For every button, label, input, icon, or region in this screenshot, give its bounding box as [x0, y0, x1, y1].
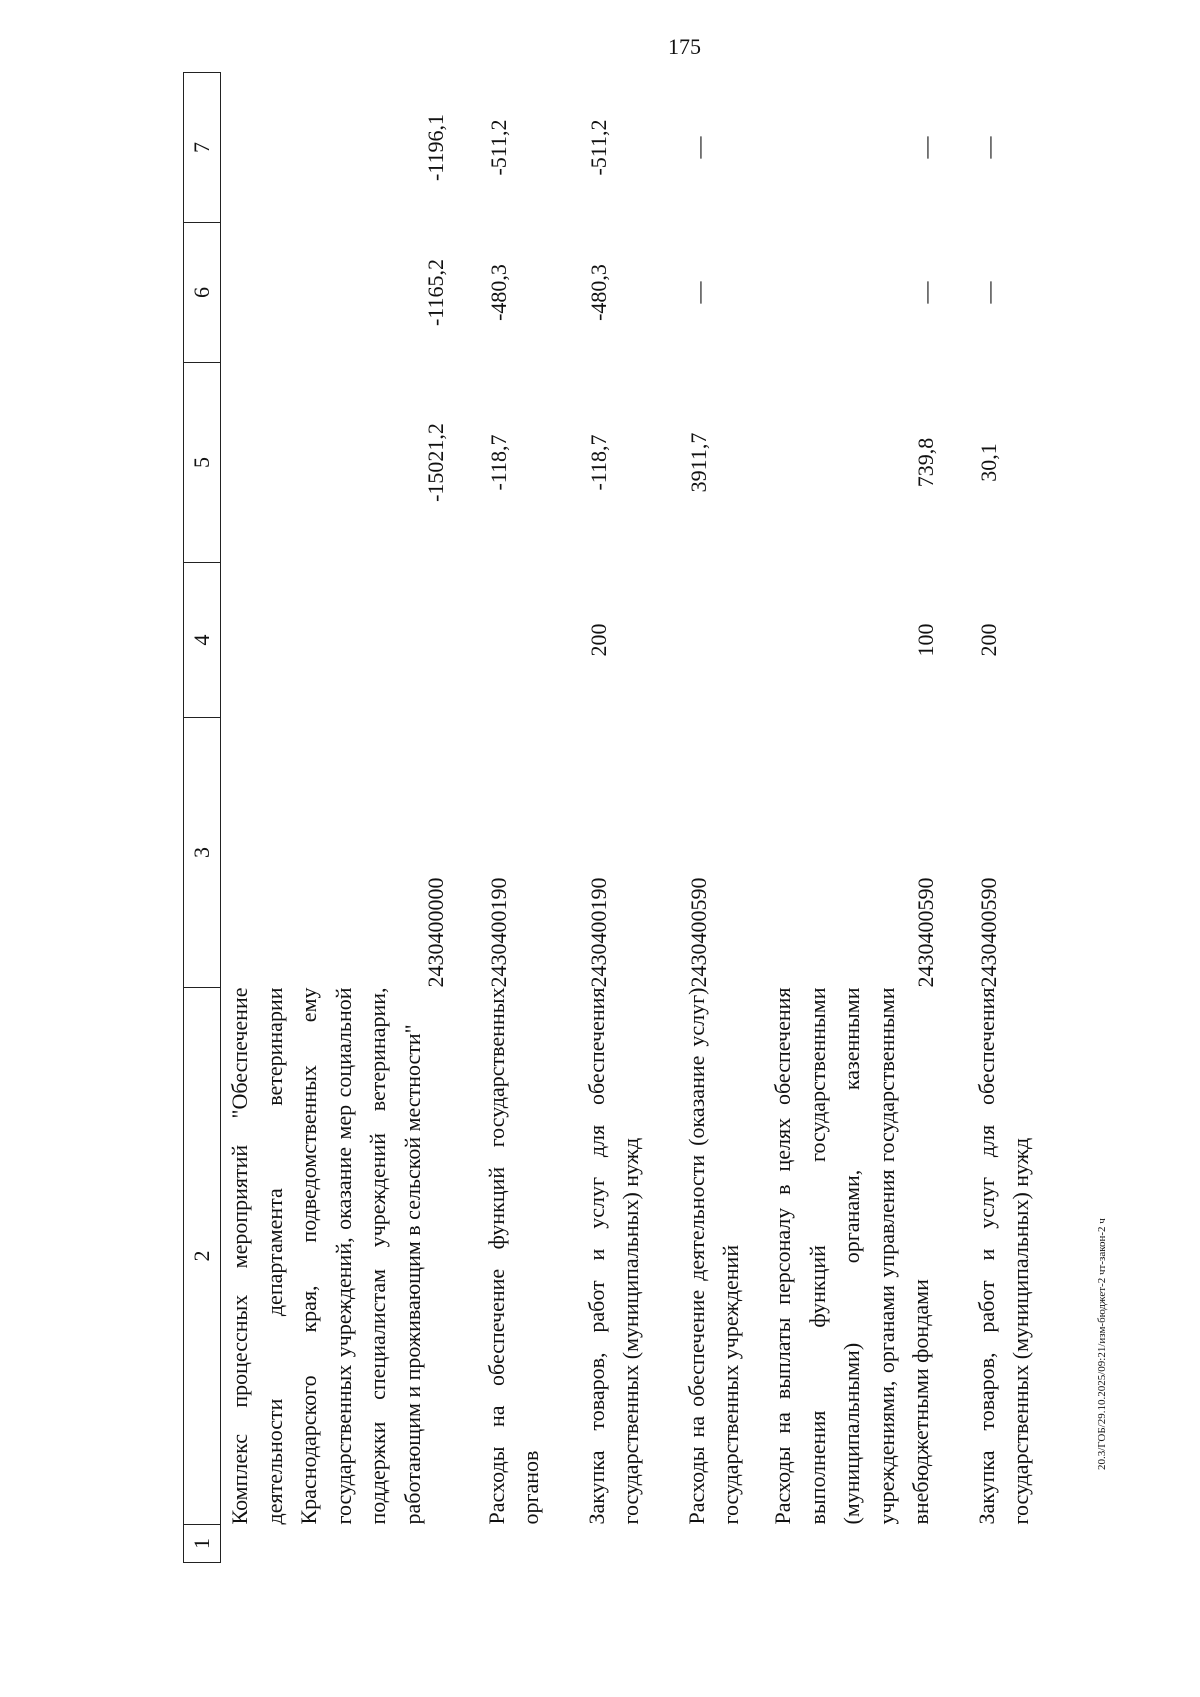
expense-type: 100: [912, 623, 938, 657]
row-number-cell: [649, 1525, 749, 1563]
column-header-6: 6: [184, 223, 221, 363]
value-col-5: 30,1: [975, 443, 1001, 482]
value-col-6: -480,3: [485, 264, 511, 321]
row-number-cell: [549, 1525, 649, 1563]
rotated-table-container: [183, 73, 1033, 1563]
value-col-6: —: [685, 281, 711, 304]
table-row: [649, 73, 749, 1563]
column-header-5: 5: [184, 363, 221, 563]
value-col-6: —: [975, 281, 1001, 304]
value-col-6: —: [912, 281, 938, 304]
value-col-7: —: [912, 136, 938, 159]
column-header-1: 1: [184, 1525, 221, 1563]
column-header-2: 2: [184, 988, 221, 1525]
row-description: Комплекс процессных мероприятий "Обеспечение деятельности департамента ветеринарии Краснодарского края, подведомственных ему государственных учреждений, оказание мер социальной поддержки специалистам учреждений ветеринарии, работающим и проживающим в сельской местности": [227, 987, 425, 1525]
row-number-cell: [449, 1525, 549, 1563]
value-col-7: —: [975, 136, 1001, 159]
expense-type: [221, 563, 449, 718]
document-footer-code: 20.3/ГОБ/29.10.2025/09:21/изм-бюджет-2 чт-закон-2 ч: [1096, 1218, 1108, 1470]
table-row: [221, 73, 449, 1563]
value-col-5: 739,8: [912, 437, 938, 488]
target-article-code: 2430400590: [685, 877, 711, 988]
target-article-code: 2430400190: [585, 877, 611, 988]
budget-table: [183, 72, 1039, 1563]
column-header-3: 3: [184, 718, 221, 988]
target-article-code: 2430400590: [975, 877, 1001, 988]
target-article-code: 2430400190: [485, 877, 511, 988]
row-number-cell: [221, 1525, 449, 1563]
value-col-7: -1196,1: [422, 114, 448, 182]
column-header-4: 4: [184, 563, 221, 718]
row-number-cell: [749, 1525, 939, 1563]
row-description: Расходы на обеспечение деятельности (оказание услуг) государственных учреждений: [683, 987, 743, 1525]
value-col-5: 3911,7: [685, 432, 711, 493]
row-description: Закупка товаров, работ и услуг для обеспечения государственных (муниципальных) нужд: [583, 987, 643, 1525]
target-article-code: 2430400000: [422, 877, 448, 988]
value-col-6: -1165,2: [422, 259, 448, 327]
header-row: [184, 73, 221, 1563]
expense-type: [649, 563, 749, 718]
value-col-5: -15021,2: [422, 423, 448, 502]
value-col-7: -511,2: [485, 119, 511, 176]
row-number-cell: [939, 1525, 1039, 1563]
expense-type: 200: [975, 623, 1001, 657]
value-col-7: -511,2: [585, 119, 611, 176]
value-col-5: -118,7: [485, 434, 511, 491]
expense-type: [449, 563, 549, 718]
table-row: [749, 73, 939, 1563]
column-header-7: 7: [184, 73, 221, 223]
table-row: [549, 73, 649, 1563]
value-col-5: -118,7: [585, 434, 611, 491]
target-article-code: 2430400590: [912, 877, 938, 988]
row-description: Закупка товаров, работ и услуг для обеспечения государственных (муниципальных) нужд: [973, 987, 1033, 1525]
page-number: 175: [668, 34, 701, 59]
expense-type: 200: [585, 623, 611, 657]
value-col-7: —: [685, 136, 711, 159]
row-description: Расходы на обеспечение функций государственных органов: [483, 987, 543, 1525]
table-row: [449, 73, 549, 1563]
value-col-6: -480,3: [585, 264, 611, 321]
row-description: Расходы на выплаты персоналу в целях обеспечения выполнения функций государственными (муниципальными) органами, казенными учреждениями, органами управления государственными внебюджетными фондами: [770, 987, 933, 1525]
table-row: [939, 73, 1039, 1563]
